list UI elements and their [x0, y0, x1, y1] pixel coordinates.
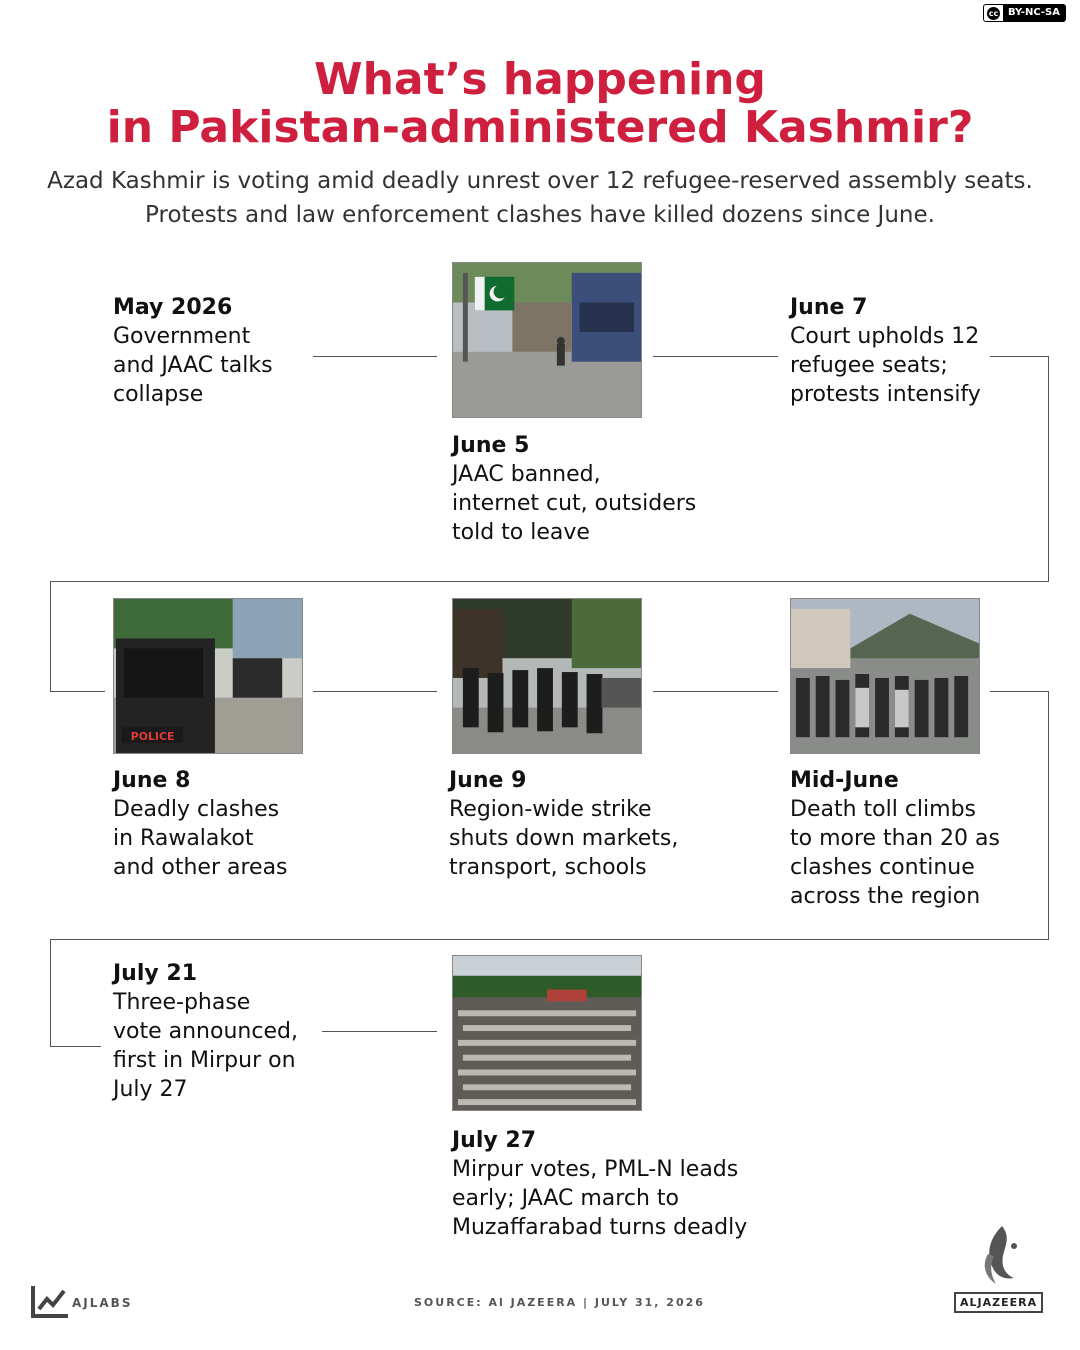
event-may-2026: [113, 293, 273, 409]
photo-street-pakistan-flag: [452, 262, 642, 418]
event-date: June 8: [113, 768, 191, 793]
photo-protest-crowd: [790, 598, 980, 754]
ajlabs-logo-icon: [30, 1283, 70, 1319]
event-june-9: [449, 766, 678, 882]
photo-strike-march: [452, 598, 642, 754]
license-badge: [983, 4, 1066, 22]
event-description: Deadly clashes in Rawalakot and other areas: [113, 797, 288, 880]
event-description: JAAC banned, internet cut, outsiders told to leave: [452, 462, 697, 545]
event-june-5: [452, 431, 696, 547]
event-june-8: [113, 766, 288, 882]
aljazeera-logo-icon: [974, 1224, 1030, 1290]
title-line-1: What’s happening: [314, 54, 766, 105]
photo-election-gathering: [452, 955, 642, 1111]
event-july-27: [452, 1126, 747, 1242]
event-date: Mid-June: [790, 768, 899, 793]
event-description: Death toll climbs to more than 20 as clashes continue across the region: [790, 797, 1000, 909]
event-description: Three-phase vote announced, first in Mirpur on July 27: [113, 990, 298, 1102]
license-label: BY-NC-SA: [1003, 5, 1065, 21]
event-date: May 2026: [113, 295, 233, 320]
event-mid-june: [790, 766, 1000, 911]
source-line: SOURCE: Al JAZEERA | JULY 31, 2026: [414, 1296, 705, 1309]
aljazeera-wordmark: ALJAZEERA: [954, 1292, 1043, 1313]
event-description: Mirpur votes, PML-N leads early; JAAC march to Muzaffarabad turns deadly: [452, 1157, 748, 1240]
photo-police-vehicles: [113, 598, 303, 754]
event-date: July 21: [113, 961, 198, 986]
event-date: June 7: [790, 295, 868, 320]
event-july-21: [113, 959, 298, 1104]
event-date: June 9: [449, 768, 527, 793]
event-date: June 5: [452, 433, 530, 458]
event-description: Government and JAAC talks collapse: [113, 324, 273, 407]
event-june-7: [790, 293, 981, 409]
title-line-2: in Pakistan-administered Kashmir?: [106, 102, 974, 153]
ajlabs-label: AJLABS: [72, 1296, 133, 1310]
event-description: Region-wide strike shuts down markets, transport, schools: [449, 797, 679, 880]
event-description: Court upholds 12 refugee seats; protests intensify: [790, 324, 981, 407]
police-text: POLICE: [130, 730, 175, 744]
subtitle: Azad Kashmir is voting amid deadly unrest over 12 refugee-reserved assembly seats. Protests and law enforcement clashes have killed dozens since June.: [47, 168, 1033, 228]
event-date: July 27: [452, 1128, 537, 1153]
creative-commons-icon: cc: [988, 8, 999, 18]
